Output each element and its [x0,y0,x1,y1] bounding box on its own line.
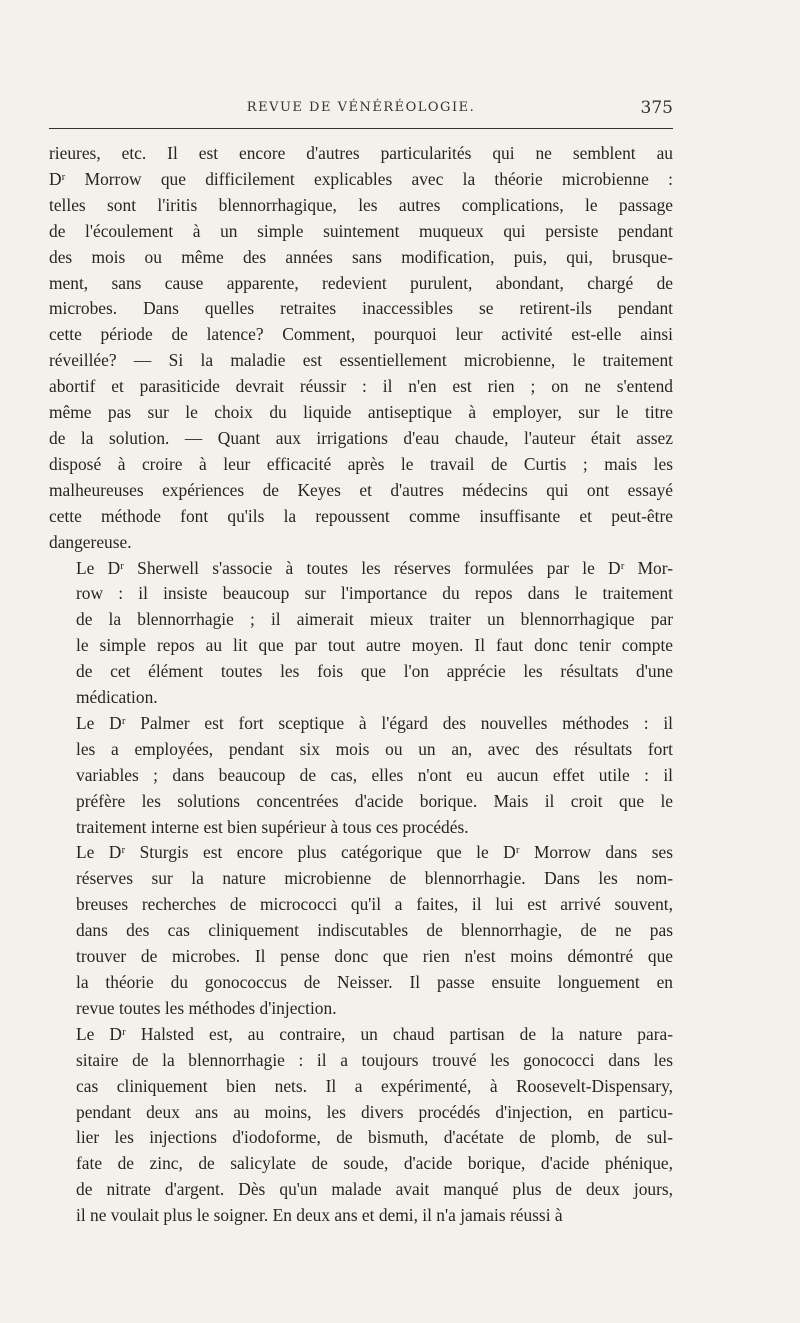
text-line: même pas sur le choix du liquide antiseptique à employer, sur le titre [49,402,673,423]
text-line: abortif et parasiticide devrait réussir : il n'en est rien ; on ne s'entend [49,376,673,397]
paragraph [49,556,673,711]
text-line: de cet élément toutes les fois que l'on apprécie les résultats d'une [76,661,673,682]
text-line: les a employées, pendant six mois ou un an, avec des résultats fort [76,738,673,759]
running-head: REVUE DE VÉNÉRÉOLOGIE. [246,100,476,115]
text-line: réserves sur la nature microbienne de blennorrhagie. Dans les nom- [76,868,673,889]
text-line: variables ; dans beaucoup de cas, elles n'ont eu aucun effet utile : il [76,764,673,785]
text-line: dangereuse. [49,531,132,552]
paragraph [49,840,673,1021]
text-line: Le Dʳ Sturgis est encore plus catégorique que le Dʳ Morrow dans ses [76,842,673,863]
text-line: fate de zinc, de salicylate de soude, d'acide borique, d'acide phénique, [76,1153,673,1174]
text-line: le simple repos au lit que par tout autre moyen. Il faut donc tenir compte [76,635,673,656]
text-line: Le Dʳ Halsted est, au contraire, un chaud partisan de la nature para- [76,1023,673,1044]
text-line: Le Dʳ Palmer est fort sceptique à l'égard des nouvelles méthodes : il [76,712,673,733]
text-line: rieures, etc. Il est encore d'autres particularités qui ne semblent au [49,143,673,163]
paragraph [49,1022,673,1229]
text-line: la théorie du gonococcus de Neisser. Il passe ensuite longuement en [76,972,673,992]
text-line: dans des cas cliniquement indiscutables de blennorrhagie, de ne pas [76,920,673,941]
text-line: traitement interne est bien supérieur à tous ces procédés. [76,816,469,837]
text-line: de nitrate d'argent. Dès qu'un malade avait manqué plus de deux jours, [76,1179,673,1200]
text-line: malheureuses expériences de Keyes et d'autres médecins qui ont essayé [49,479,673,500]
text-line: trouver de microbes. Il pense donc que rien n'est moins démontré que [76,946,673,967]
paragraph [49,141,673,556]
text-line: sitaire de la blennorrhagie : il a toujours trouvé les gonococci dans les [76,1049,673,1070]
text-line: disposé à croire à leur efficacité après le travail de Curtis ; mais les [49,453,673,474]
text-line: préfère les solutions concentrées d'acide borique. Mais il croit que le [76,790,673,811]
text-line: row : il insiste beaucoup sur l'importance du repos dans le traitement [76,583,673,604]
text-line: ment, sans cause apparente, redevient purulent, abondant, chargé de [49,272,673,293]
text-line: cette période de latence? Comment, pourquoi leur activité est-elle ainsi [49,324,673,345]
text-line: des mois ou même des années sans modification, puis, qui, brusque- [49,246,673,267]
page-number: 375 [640,98,673,118]
paragraph [49,711,673,841]
text-line: revue toutes les méthodes d'injection. [76,997,337,1018]
text-line: de la blennorrhagie ; il aimerait mieux traiter un blennorrhagique par [76,609,673,630]
text-line: Dʳ Morrow que difficilement explicables avec la théorie microbienne : [49,168,673,189]
text-line: breuses recherches de micrococci qu'il a faites, il lui est arrivé souvent, [76,894,673,915]
text-line: médication. [76,687,158,708]
text-line: lier les injections d'iodoforme, de bismuth, d'acétate de plomb, de sul- [76,1127,673,1148]
text-line: de la solution. — Quant aux irrigations d'eau chaude, l'auteur était assez [49,427,673,448]
article-body [49,141,673,1229]
text-line: telles sont l'iritis blennorrhagique, les autres complications, le passage [49,194,673,215]
text-line: de l'écoulement à un simple suintement muqueux qui persiste pendant [49,220,673,241]
text-line: il ne voulait plus le soigner. En deux ans et demi, il n'a jamais réussi à [76,1205,563,1226]
text-line: pendant deux ans au moins, les divers procédés d'injection, en particu- [76,1101,673,1122]
text-line: réveillée? — Si la maladie est essentiellement microbienne, le traitement [49,350,673,371]
text-line: cette méthode font qu'ils la repoussent comme insuffisante et peut-être [49,505,673,526]
text-line: microbes. Dans quelles retraites inaccessibles se retirent-ils pendant [49,298,673,319]
text-line: Le Dʳ Sherwell s'associe à toutes les réserves formulées par le Dʳ Mor- [76,557,673,578]
text-line: cas cliniquement bien nets. Il a expérimenté, à Roosevelt-Dispensary, [76,1075,673,1096]
page-header [49,100,673,129]
page [49,100,673,1229]
